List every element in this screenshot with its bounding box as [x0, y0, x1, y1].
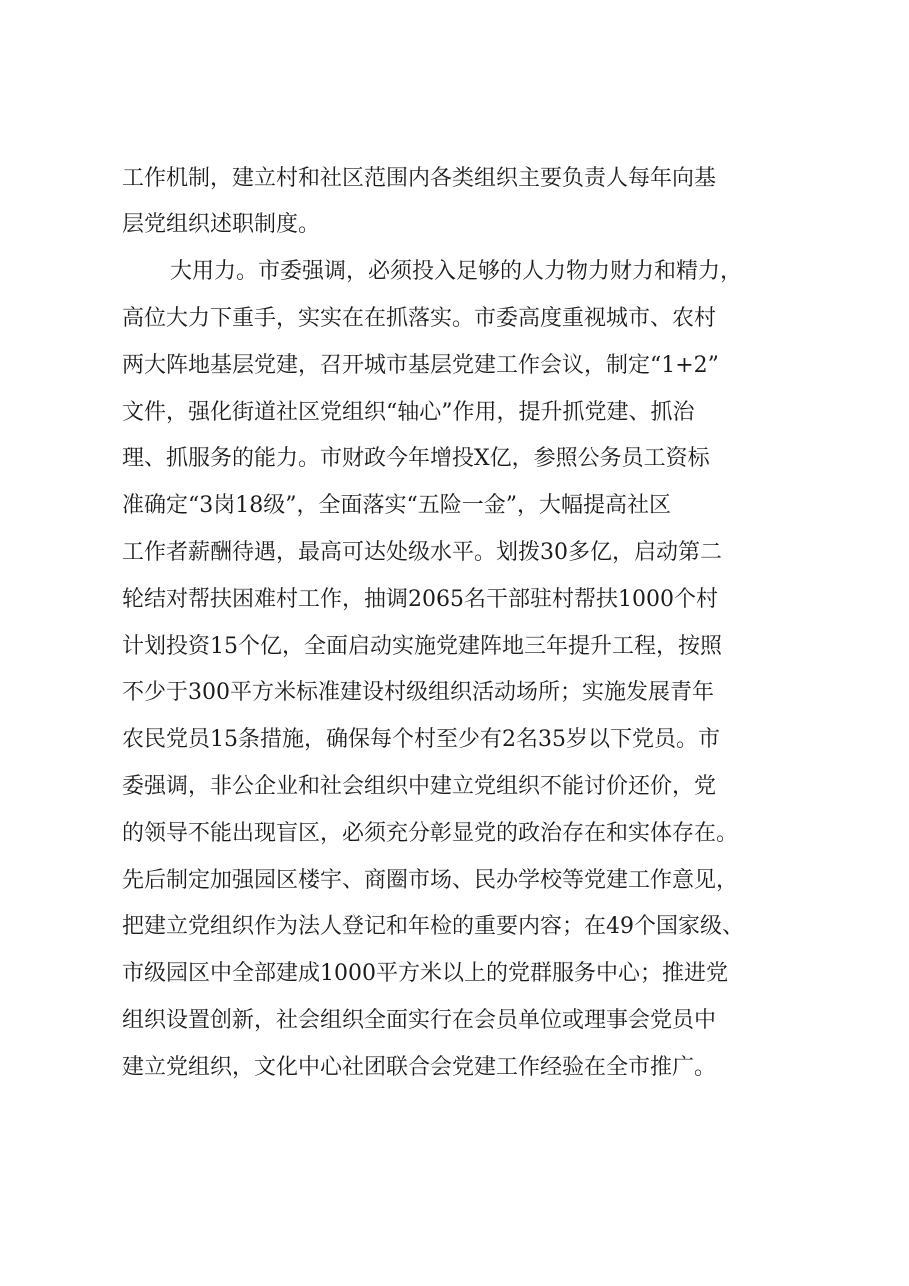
text-line: 不少于300平方米标准建设村级组织活动场所；实施发展青年	[122, 680, 714, 705]
text-line: 组织设置创新，社会组织全面实行在会员单位或理事会党员中	[122, 1008, 717, 1033]
text-line: 建立党组织，文化中心社团联合会党建工作经验在全市推广。	[122, 1055, 717, 1080]
text-line: 委强调，非公企业和社会组织中建立党组织不能讨价还价，党	[122, 774, 717, 799]
text-line: 轮结对帮扶困难村工作，抽调2065名干部驻村帮扶1000个村	[122, 587, 718, 612]
text-line: 先后制定加强园区楼宇、商圈市场、民办学校等党建工作意见，	[122, 868, 739, 893]
text-line: 把建立党组织作为法人登记和年检的重要内容；在49个国家级、	[122, 914, 744, 939]
text-line: 大用力。市委强调，必须投入足够的人力物力财力和精力，	[170, 259, 743, 284]
text-line: 的领导不能出现盲区，必须充分彰显党的政治存在和实体存在。	[122, 821, 739, 846]
text-line: 准确定“3岗18级”，全面落实“五险一金”，大幅提高社区	[122, 493, 671, 518]
text-line: 层党组织述职制度。	[122, 212, 321, 237]
text-line: 两大阵地基层党建，召开城市基层党建工作会议，制定“1+2”	[122, 353, 719, 378]
text-line: 文件，强化街道社区党组织“轴心”作用，提升抓党建、抓治	[122, 400, 695, 425]
text-line: 理、抓服务的能力。市财政今年增投X亿，参照公务员工资标	[122, 446, 710, 471]
text-line: 市级园区中全部建成1000平方米以上的党群服务中心；推进党	[122, 961, 728, 986]
text-line: 高位大力下重手，实实在在抓落实。市委高度重视城市、农村	[122, 306, 717, 331]
text-line: 农民党员15条措施，确保每个村至少有2名35岁以下党员。市	[122, 727, 720, 752]
text-line: 工作者薪酬待遇，最高可达处级水平。划拨30多亿，启动第二	[122, 540, 722, 565]
text-line: 工作机制，建立村和社区范围内各类组织主要负责人每年向基	[122, 166, 717, 191]
text-line: 计划投资15个亿，全面启动实施党建阵地三年提升工程，按照	[122, 634, 722, 659]
